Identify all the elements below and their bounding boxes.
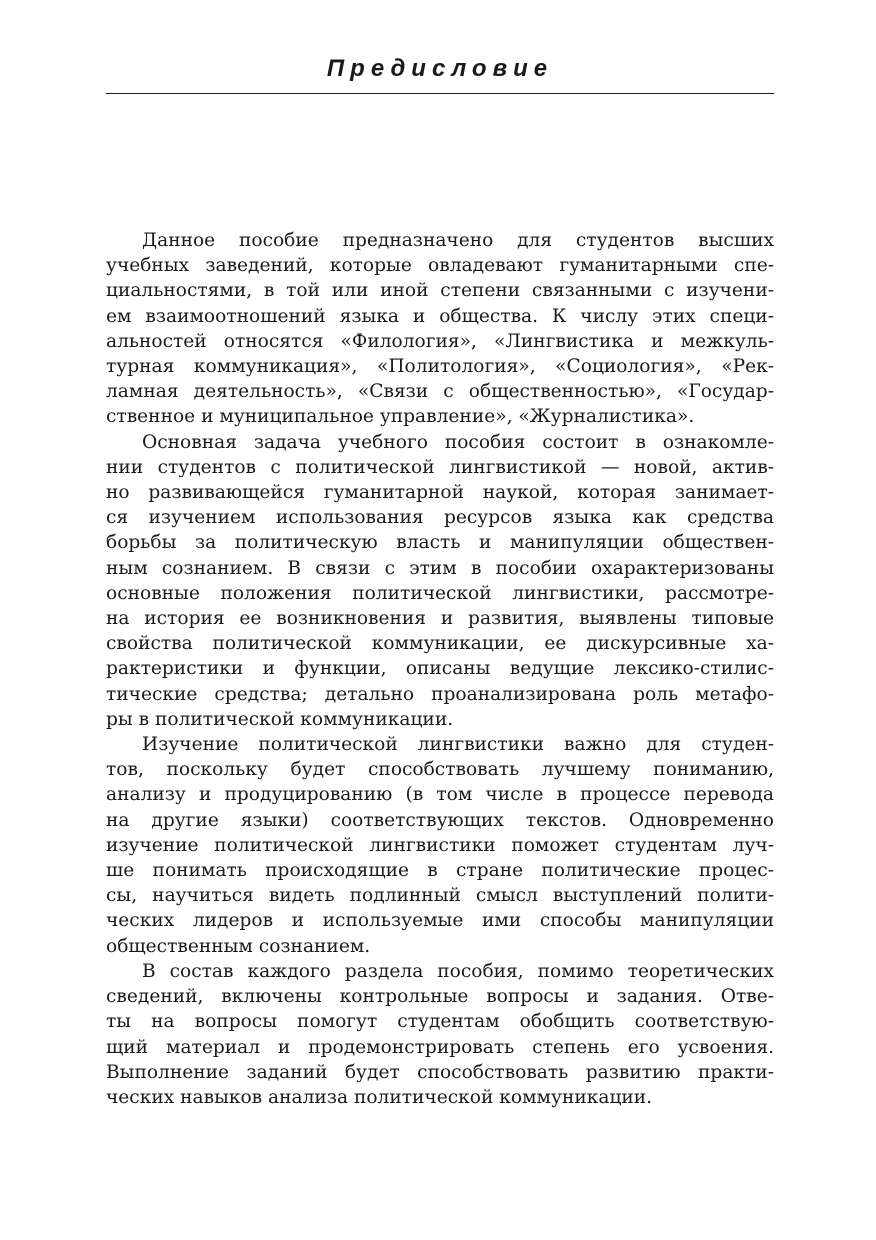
text-line: ческих навыков анализа политической коммуникации. bbox=[106, 1086, 653, 1108]
text-line: тов, поскольку будет способствовать лучшему пониманию, bbox=[106, 759, 774, 781]
text-line: альностей относятся «Филология», «Лингвистика и межкуль- bbox=[106, 330, 774, 352]
text-line: щий материал и продемонстрировать степень его усвоения. bbox=[106, 1036, 774, 1058]
text-line: учебных заведений, которые овладевают гуманитарными спе- bbox=[106, 255, 774, 277]
text-line: ем взаимоотношений языка и общества. К числу этих специ- bbox=[106, 305, 774, 327]
text-line: основные положения политической лингвистики, рассмотре- bbox=[106, 582, 774, 604]
text-line: общественным сознанием. bbox=[106, 935, 371, 957]
text-line: тические средства; детально проанализирована роль метафо- bbox=[106, 683, 774, 705]
text-line: ческих лидеров и используемые ими способы манипуляции bbox=[106, 910, 774, 932]
text-line: рактеристики и функции, описаны ведущие лексико-стилис- bbox=[106, 658, 774, 680]
text-line: ры в политической коммуникации. bbox=[106, 708, 454, 730]
text-line: изучение политической лингвистики поможет студентам луч- bbox=[106, 834, 774, 856]
text-line: циальностями, в той или иной степени связанными с изучени- bbox=[106, 280, 774, 302]
text-line: ным сознанием. В связи с этим в пособии охарактеризованы bbox=[106, 557, 774, 579]
text-line: В состав каждого раздела пособия, помимо теоретических bbox=[142, 960, 774, 982]
text-line: свойства политической коммуникации, ее дискурсивные ха- bbox=[106, 633, 774, 655]
header-divider bbox=[106, 93, 774, 94]
chapter-title: Предисловие bbox=[326, 55, 554, 82]
text-line: Изучение политической лингвистики важно для студен- bbox=[142, 734, 774, 756]
body-text bbox=[106, 228, 774, 1110]
text-line: турная коммуникация», «Политология», «Социология», «Рек- bbox=[106, 356, 774, 378]
text-line: Основная задача учебного пособия состоит в ознакомле- bbox=[142, 431, 774, 453]
text-line: ламная деятельность», «Связи с общественностью», «Государ- bbox=[106, 381, 774, 403]
text-line: анализу и продуцированию (в том числе в процессе перевода bbox=[106, 784, 774, 806]
text-line: но развивающейся гуманитарной наукой, которая занимает- bbox=[106, 482, 774, 504]
text-line: ше понимать происходящие в стране политические процес- bbox=[106, 860, 774, 882]
text-line: ты на вопросы помогут студентам обобщить соответствую- bbox=[106, 1011, 774, 1033]
text-line: ственное и муниципальное управление», «Журналистика». bbox=[106, 406, 695, 428]
text-line: на другие языки) соответствующих текстов. Одновременно bbox=[106, 809, 774, 831]
text-line: борьбы за политическую власть и манипуляции обществен- bbox=[106, 532, 774, 554]
text-line: Выполнение заданий будет способствовать развитию практи- bbox=[106, 1061, 774, 1083]
text-line: на история ее возникновения и развития, выявлены типовые bbox=[106, 608, 774, 630]
paragraph-3 bbox=[106, 732, 774, 959]
text-line: нии студентов с политической лингвистикой — новой, актив- bbox=[106, 456, 774, 478]
text-line: сы, научиться видеть подлинный смысл выступлений полити- bbox=[106, 885, 774, 907]
paragraph-2 bbox=[106, 430, 774, 732]
text-line: ся изучением использования ресурсов языка как средства bbox=[106, 507, 774, 529]
paragraph-4 bbox=[106, 959, 774, 1110]
paragraph-1 bbox=[106, 228, 774, 430]
text-line: сведений, включены контрольные вопросы и задания. Отве- bbox=[106, 986, 774, 1008]
text-line: Данное пособие предназначено для студентов высших bbox=[142, 230, 774, 251]
